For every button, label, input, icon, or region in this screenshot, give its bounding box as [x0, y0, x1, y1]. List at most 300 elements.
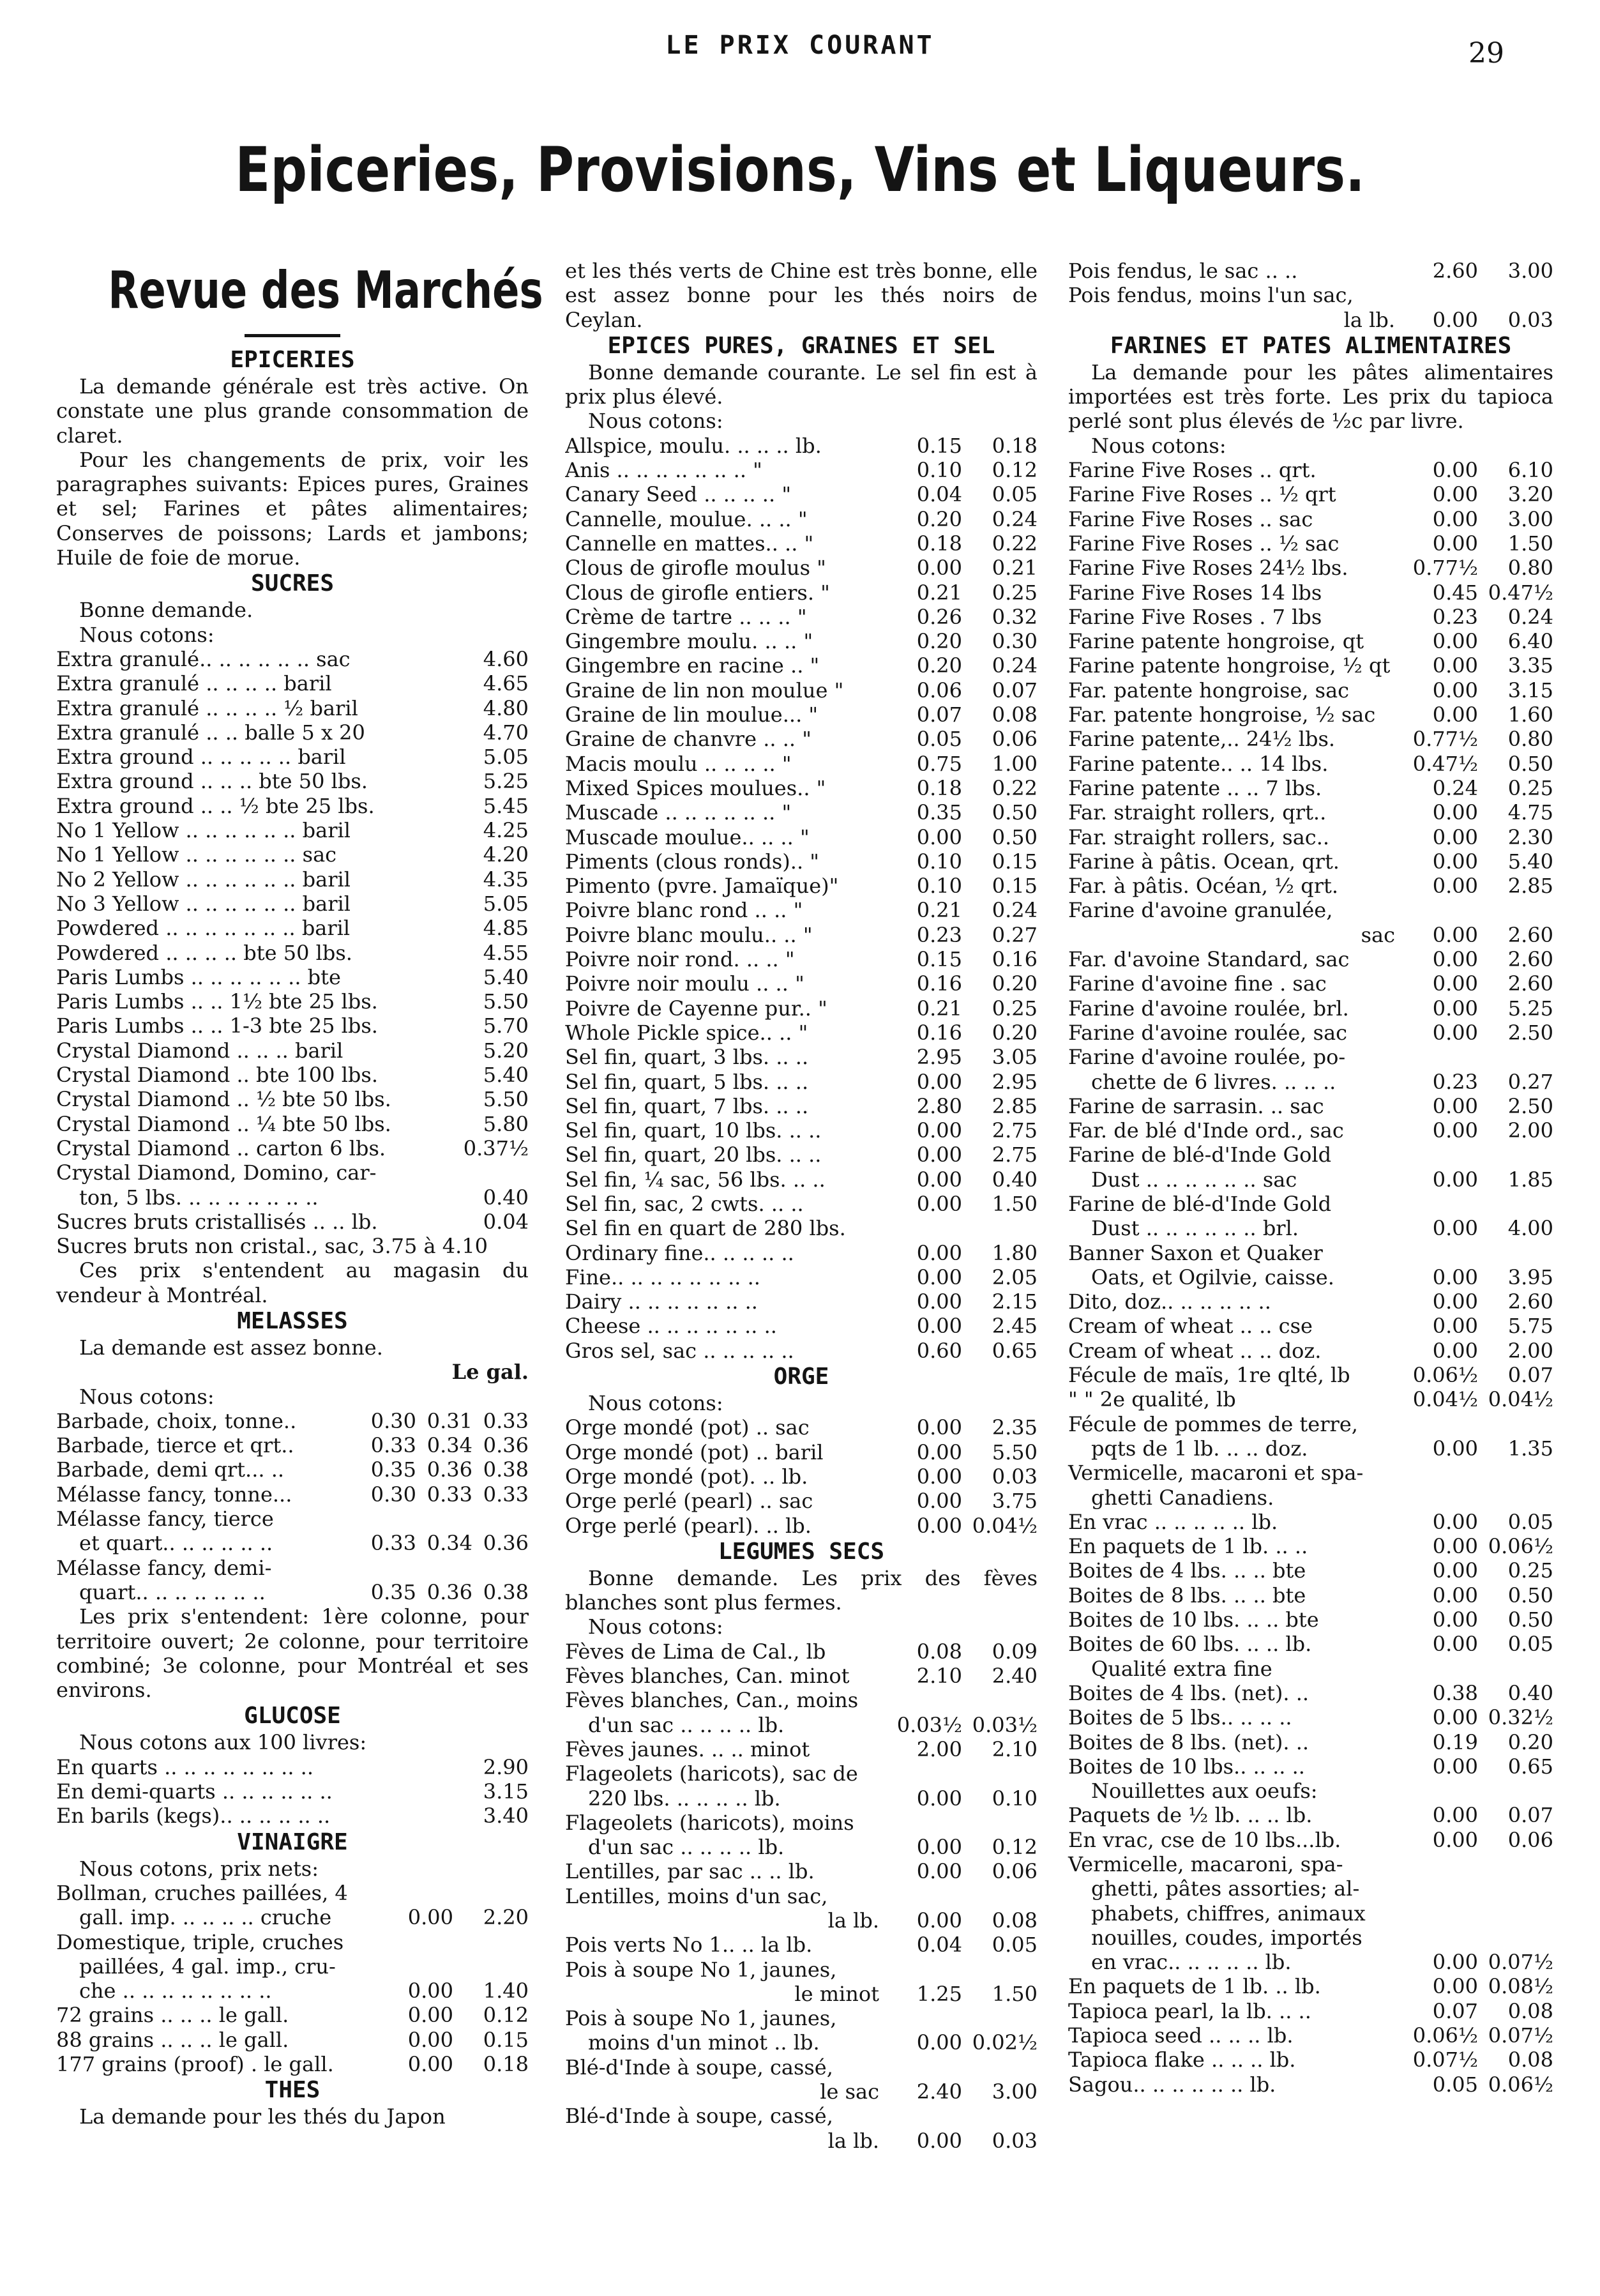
price-row: [56, 916, 529, 940]
price-row: [565, 752, 1038, 776]
price-row: [56, 720, 529, 745]
item-label: Canary Seed .. .. .. .. ": [565, 482, 792, 507]
price-row: [1068, 1094, 1553, 1118]
item-label: Mixed Spices moulues.. ": [565, 775, 826, 800]
price: 0.00: [1432, 1608, 1478, 1632]
price-row: [1068, 1705, 1553, 1730]
price: 0.00: [916, 1440, 962, 1464]
price: 0.20: [916, 653, 962, 678]
price-row: [56, 1185, 529, 1210]
price-row: [565, 1908, 1038, 1933]
price-row: [565, 2030, 1038, 2055]
price-row: [565, 1021, 1038, 1045]
item-label: Pois fendus, le sac .. ..: [1068, 259, 1298, 283]
price: 0.00: [1432, 1754, 1478, 1779]
price: 0.47½: [1488, 580, 1553, 605]
column-3: [1068, 259, 1553, 2097]
item-label: Pois verts No 1.. .. la lb.: [565, 1933, 813, 1958]
price: 0.10: [916, 849, 962, 874]
price: 0.08: [1507, 2048, 1553, 2072]
price-row: [56, 671, 529, 696]
price-row: [565, 849, 1038, 874]
price: 0.24: [1432, 775, 1478, 800]
item-label: Mélasse fancy, demi-: [56, 1555, 272, 1580]
price: 0.47½: [1412, 751, 1478, 776]
price: 0.18: [916, 531, 962, 556]
price-row: [1068, 1510, 1553, 1534]
price-row: [565, 1639, 1038, 1664]
item-label: Dust .. .. .. .. .. .. sac: [1091, 1167, 1297, 1192]
item-label: Clous de girofle entiers. ": [565, 580, 830, 605]
item-label: En demi-quarts .. .. .. .. .. ..: [56, 1779, 333, 1804]
item-label: Far. straight rollers, sac..: [1068, 825, 1330, 849]
price: 4.55: [483, 940, 529, 965]
item-label: Mélasse fancy, tierce: [56, 1507, 274, 1532]
price: 0.06½: [1412, 1363, 1478, 1388]
price-row: [565, 1786, 1038, 1811]
price: 0.03: [1507, 307, 1553, 332]
item-label: Extra granulé.. .. .. .. .. .. sac: [56, 646, 351, 671]
price: 0.07½: [1488, 1950, 1553, 1975]
price-row: [565, 556, 1038, 580]
price-row: [56, 1804, 529, 1828]
price: 0.24: [992, 898, 1038, 923]
price: 0.30: [370, 1482, 416, 1507]
price-list-vinaigre: [56, 2003, 529, 2076]
price-row: [1068, 1167, 1553, 1192]
heading-melasses: MELASSES: [237, 1307, 348, 1334]
price: 0.00: [1432, 1827, 1478, 1852]
price: 0.50: [992, 800, 1038, 825]
paragraph: Pour les changements de prix, voir les paragraphes suivants: Epices pures, Graines et sel; Farines et pâtes alimentaires; Conserves de poissons; Lards et jambons; Huile de foie de morue.: [56, 447, 529, 570]
price: 2.60: [1507, 971, 1553, 996]
item-label: Farine patente hongroise, ½ qt: [1068, 653, 1391, 678]
heading-epices: EPICES PURES, GRAINES ET SEL: [607, 332, 995, 359]
item-label: Flageolets (haricots), sac de: [565, 1761, 858, 1786]
price: 0.00: [1432, 531, 1478, 556]
price: 5.05: [483, 891, 529, 916]
price: 0.35: [916, 800, 962, 825]
price: 0.50: [1507, 1608, 1553, 1632]
paragraph: Nous cotons:: [588, 1391, 723, 1416]
price: 0.00: [1432, 1020, 1478, 1045]
price-row: [565, 971, 1038, 996]
price: 0.36: [483, 1531, 529, 1556]
price-row: [1068, 605, 1553, 629]
item-label: En paquets de 1 lb. .. lb.: [1068, 1974, 1321, 1999]
price-row: [565, 2129, 1038, 2153]
item-label: Boites de 4 lbs. .. .. bte: [1068, 1558, 1306, 1583]
heading-legumes: LEGUMES SECS: [718, 1538, 885, 1565]
price: 0.18: [992, 433, 1038, 458]
price: 0.00: [1432, 1974, 1478, 1999]
price: 2.35: [992, 1415, 1038, 1440]
item-label: Farine à pâtis. Ocean, qrt.: [1068, 849, 1340, 874]
price: 0.00: [1432, 800, 1478, 825]
item-label: le minot: [794, 1981, 879, 2006]
item-label: Dito, doz.. .. .. .. .. ..: [1068, 1289, 1271, 1314]
item-label: Farine d'avoine fine . sac: [1068, 971, 1327, 996]
price: 0.65: [992, 1338, 1038, 1363]
price: 0.04½: [972, 1513, 1038, 1538]
price: 5.40: [483, 964, 529, 989]
price: 0.00: [916, 825, 962, 849]
item-label: Farine patente,.. 24½ lbs.: [1068, 727, 1336, 752]
price: 0.15: [483, 2027, 529, 2052]
price-row: [1068, 1070, 1553, 1094]
price-row: [565, 996, 1038, 1021]
price: 5.45: [483, 793, 529, 818]
price-row: [1068, 1339, 1553, 1363]
item-label: Orge mondé (pot) .. baril: [565, 1440, 824, 1464]
item-label: Sel fin, quart, 7 lbs. .. ..: [565, 1093, 809, 1118]
price: 0.04: [916, 1933, 962, 1958]
price: 0.03½: [972, 1712, 1038, 1737]
heading-farines: FARINES ET PATES ALIMENTAIRES: [1110, 332, 1512, 359]
item-label: Extra ground .. .. ½ bte 25 lbs.: [56, 793, 375, 818]
paragraph: Bonne demande.: [79, 598, 253, 623]
item-label: sac: [1361, 922, 1395, 947]
price: 0.00: [916, 1240, 962, 1265]
price-row: [56, 965, 529, 989]
price-row: [565, 898, 1038, 922]
price: 1.25: [916, 1981, 962, 2006]
price: 0.34: [426, 1531, 472, 1556]
price: 0.05: [1432, 2072, 1478, 2097]
item-label: Far. à pâtis. Océan, ½ qrt.: [1068, 874, 1339, 899]
item-label: 72 grains .. .. .. le gall.: [56, 2003, 289, 2028]
item-label: Powdered .. .. .. .. bte 50 lbs.: [56, 940, 352, 965]
price-row: [565, 653, 1038, 678]
item-label: Fèves jaunes. .. .. minot: [565, 1737, 810, 1761]
price: 0.25: [992, 580, 1038, 605]
heading-thes: THES: [264, 2077, 321, 2104]
price: 0.06½: [1488, 2072, 1553, 2097]
price-list-glucose: [56, 1755, 529, 1828]
item-label: Sel fin, quart, 10 lbs. .. ..: [565, 1118, 822, 1143]
item-label: No 1 Yellow .. .. .. .. .. .. sac: [56, 842, 337, 867]
price: 0.12: [992, 458, 1038, 483]
price-row: [565, 1314, 1038, 1338]
price: 5.05: [483, 745, 529, 770]
item-label: Pimento (pvre. Jamaïque)": [565, 874, 839, 899]
price: 0.00: [1432, 629, 1478, 654]
price-row: [565, 1835, 1038, 1859]
price-row: [565, 1713, 1038, 1737]
price: 0.36: [426, 1457, 472, 1482]
item-label: Barbade, tierce et qrt..: [56, 1433, 294, 1458]
price: 0.00: [1432, 922, 1478, 947]
item-label: Oats, et Ogilvie, caisse.: [1091, 1265, 1334, 1289]
price: 0.00: [1432, 947, 1478, 972]
item-label: Gros sel, sac .. .. .. .. ..: [565, 1338, 794, 1363]
price: 0.00: [916, 1513, 962, 1538]
price: 0.15: [916, 433, 962, 458]
price: 4.35: [483, 867, 529, 892]
title-rule: [245, 334, 340, 337]
price: 2.50: [1507, 1093, 1553, 1118]
price: 0.00: [1432, 874, 1478, 899]
price: 0.00: [1432, 849, 1478, 874]
price: 0.00: [916, 1167, 962, 1192]
price: 0.05: [1507, 1632, 1553, 1657]
item-label: Extra ground .. .. .. bte 50 lbs.: [56, 769, 368, 794]
price: 0.12: [483, 2003, 529, 2028]
price-row: [565, 874, 1038, 898]
item-label: Boites de 10 lbs.. .. .. ..: [1068, 1754, 1305, 1779]
running-head: LE PRIX COURANT: [665, 31, 935, 60]
price-list-vermicelle: [1068, 1510, 1553, 1657]
price: 0.77½: [1412, 727, 1478, 752]
item-label: d'un sac .. .. .. .. lb.: [588, 1712, 785, 1737]
price-row: [565, 1339, 1038, 1363]
price-row: [565, 2079, 1038, 2104]
item-label: Dairy .. .. .. .. .. .. ..: [565, 1289, 758, 1314]
price-row: [565, 1241, 1038, 1265]
price-row: [56, 745, 529, 769]
price-row: [1068, 923, 1553, 947]
item-label: Domestique, triple, cruches: [56, 1929, 344, 1954]
item-label: Orge perlé (pearl). .. lb.: [565, 1513, 811, 1538]
price-row: [56, 1087, 529, 1111]
item-label: Lentilles, par sac .. .. lb.: [565, 1859, 815, 1884]
price: 0.80: [1507, 556, 1553, 581]
item-label: Blé-d'Inde à soupe, cassé,: [565, 2104, 833, 2129]
price: 1.60: [1507, 703, 1553, 727]
price-row: [1068, 1314, 1553, 1338]
price: 0.06: [916, 678, 962, 703]
item-label: ton, 5 lbs. .. .. .. .. .. .. ..: [79, 1185, 319, 1210]
price: 0.15: [992, 874, 1038, 899]
price: 4.85: [483, 916, 529, 941]
price: 2.50: [1507, 1020, 1553, 1045]
price-row: [565, 776, 1038, 800]
price: 0.04: [916, 482, 962, 507]
price: 0.04: [483, 1209, 529, 1234]
price-row: [56, 842, 529, 867]
price-row: [565, 1265, 1038, 1289]
paragraph: Nous cotons:: [588, 409, 723, 434]
price: 0.77½: [1412, 556, 1478, 581]
price: 0.00: [916, 1786, 962, 1811]
item-label: Sel fin, quart, 20 lbs. .. ..: [565, 1143, 822, 1167]
price: 0.06: [992, 727, 1038, 752]
paragraph: La demande générale est très active. On constate une plus grande consommation de claret.: [56, 374, 529, 448]
price: 0.00: [916, 1143, 962, 1167]
item-label: Farine d'avoine granulée,: [1068, 898, 1333, 923]
price: 0.00: [1432, 1338, 1478, 1363]
price: 0.00: [916, 1859, 962, 1884]
price-row: [565, 1118, 1038, 1143]
paragraph: Nous cotons:: [588, 1615, 723, 1639]
price-row: [1068, 653, 1553, 678]
price: 0.00: [1432, 1093, 1478, 1118]
price-row: [1068, 947, 1553, 971]
price: 1.50: [992, 1981, 1038, 2006]
price-row: [565, 1415, 1038, 1440]
price-list-pois: [1068, 259, 1553, 283]
price: 0.04½: [1488, 1387, 1553, 1412]
price-row: [56, 1531, 529, 1555]
price: 0.06: [1507, 1827, 1553, 1852]
heading-vinaigre: VINAIGRE: [237, 1828, 348, 1855]
item-label: Far. de blé d'Inde ord., sac: [1068, 1118, 1344, 1143]
price-row: [565, 507, 1038, 531]
heading-orge: ORGE: [773, 1364, 829, 1390]
price: 0.15: [992, 849, 1038, 874]
price: 3.15: [483, 1779, 529, 1804]
price: 0.38: [483, 1457, 529, 1482]
price: 5.50: [992, 1440, 1038, 1464]
price-row: [565, 1464, 1038, 1489]
item-label: che .. .. .. .. .. .. .. ..: [79, 1979, 272, 2003]
price-row: [565, 1514, 1038, 1538]
item-label: Farine patente.. .. 14 lbs.: [1068, 751, 1329, 776]
price: 1.50: [992, 1191, 1038, 1216]
price: 0.40: [483, 1185, 529, 1210]
price: 1.50: [1507, 531, 1553, 556]
price: 0.03: [992, 1464, 1038, 1489]
price: 0.24: [992, 653, 1038, 678]
price: 0.33: [483, 1408, 529, 1433]
price: 0.20: [916, 506, 962, 531]
price-row: [1068, 800, 1553, 825]
price: 0.08: [916, 1639, 962, 1664]
item-label: Paris Lumbs .. .. .. .. .. .. bte: [56, 964, 341, 989]
price: 0.60: [916, 1338, 962, 1363]
item-label: chette de 6 livres. .. .. ..: [1091, 1069, 1336, 1094]
item-label: Farine d'avoine roulée, sac: [1068, 1020, 1348, 1045]
price: 0.33: [426, 1482, 472, 1507]
price-row: [56, 1779, 529, 1804]
item-label: en vrac.. .. .. .. .. lb.: [1091, 1950, 1292, 1975]
price-row: [1068, 1828, 1553, 1852]
item-label: 88 grains .. .. .. le gall.: [56, 2027, 289, 2052]
price: 0.34: [426, 1433, 472, 1458]
price: 0.00: [916, 1464, 962, 1489]
item-label: Extra granulé .. .. .. .. baril: [56, 671, 332, 696]
item-label: Poivre de Cayenne pur.. ": [565, 996, 827, 1021]
item-label: Extra granulé .. .. balle 5 x 20: [56, 720, 365, 745]
price: 0.00: [916, 2128, 962, 2153]
item-label: Whole Pickle spice.. .. ": [565, 1020, 808, 1045]
price-row: [56, 1038, 529, 1063]
item-label: Farine Five Roses .. ½ sac: [1068, 531, 1340, 556]
price-row: [1068, 971, 1553, 996]
price: 0.21: [916, 996, 962, 1021]
item-label: Fécule de maïs, 1re qlté, lb: [1068, 1363, 1350, 1388]
price: 4.00: [1507, 1216, 1553, 1241]
price-row: [1068, 1216, 1553, 1240]
item-label: Poivre noir rond. .. .. ": [565, 947, 795, 972]
price: 4.25: [483, 818, 529, 843]
price: 0.38: [1432, 1680, 1478, 1705]
price: 2.80: [916, 1093, 962, 1118]
price: 0.24: [1507, 604, 1553, 629]
price: 4.60: [483, 646, 529, 671]
price-row: [565, 800, 1038, 825]
price: 0.03½: [896, 1712, 962, 1737]
price-row: [1068, 1021, 1553, 1045]
price: 0.00: [1432, 1950, 1478, 1975]
price-list-orge: [565, 1415, 1038, 1537]
price: 0.00: [407, 1905, 453, 1930]
price: 0.00: [1432, 1705, 1478, 1730]
price-row: [1068, 1436, 1553, 1461]
price: 0.33: [370, 1531, 416, 1556]
item-label: nouilles, coudes, importés: [1091, 1925, 1362, 1950]
price-row: [1068, 259, 1553, 283]
item-label: Fécule de pommes de terre,: [1068, 1411, 1358, 1436]
price: 0.16: [916, 971, 962, 996]
item-label: et quart.. .. .. .. .. ..: [79, 1531, 273, 1556]
price-list-legumes: [565, 1639, 1038, 1689]
item-label: Pois fendus, moins l'un sac,: [1068, 283, 1354, 308]
price: 0.27: [1507, 1069, 1553, 1094]
item-label: la lb.: [827, 2128, 879, 2153]
price-row: [1068, 727, 1553, 751]
item-label: Extra ground .. .. .. .. .. baril: [56, 745, 346, 770]
price: 0.00: [407, 2027, 453, 2052]
price-row: [1068, 1803, 1553, 1827]
price: 3.40: [483, 1804, 529, 1828]
price-row: [565, 1664, 1038, 1688]
paragraph: La demande est assez bonne.: [79, 1335, 383, 1360]
item-label: Boites de 10 lbs. .. .. bte: [1068, 1608, 1319, 1632]
price: 5.40: [483, 1063, 529, 1088]
price-row: [565, 1859, 1038, 1883]
item-label: Banner Saxon et Quaker: [1068, 1240, 1323, 1265]
paragraph: Nous cotons:: [1091, 433, 1226, 458]
price: 0.20: [1507, 1730, 1553, 1754]
item-label: Extra granulé .. .. .. .. ½ baril: [56, 696, 358, 720]
item-label: Mélasse fancy, tonne...: [56, 1482, 292, 1507]
item-label: Farine patente .. .. 7 lbs.: [1068, 775, 1322, 800]
price-row: [56, 941, 529, 965]
price: 0.80: [1507, 727, 1553, 752]
price: 0.00: [1432, 1534, 1478, 1559]
price: 0.18: [483, 2052, 529, 2076]
price-row: [1068, 1534, 1553, 1558]
paragraph: Bonne demande courante. Le sel fin est à prix plus élevé.: [565, 360, 1038, 409]
item-label: Macis moulu .. .. .. .. ": [565, 751, 792, 776]
price-row: [1068, 1974, 1553, 1998]
item-label: la lb.: [1343, 307, 1395, 332]
price: 5.25: [483, 769, 529, 794]
item-label: gall. imp. .. .. .. .. cruche: [79, 1905, 332, 1930]
price: 0.21: [992, 556, 1038, 581]
price-row: [56, 818, 529, 842]
price: 0.50: [1507, 1583, 1553, 1608]
price: 0.00: [1432, 1558, 1478, 1583]
item-label: " " 2e qualité, lb: [1068, 1387, 1236, 1412]
item-label: Poivre blanc rond .. .. ": [565, 898, 803, 923]
price: 0.33: [370, 1433, 416, 1458]
price: 0.38: [483, 1579, 529, 1604]
price: 2.95: [992, 1069, 1038, 1094]
item-label: Orge mondé (pot). .. lb.: [565, 1464, 808, 1489]
item-label: Pois à soupe No 1, jaunes,: [565, 2006, 837, 2031]
item-label: Sel fin en quart de 280 lbs.: [565, 1216, 846, 1241]
item-label: Farine Five Roses .. ½ qrt: [1068, 482, 1336, 507]
price: 0.00: [916, 2030, 962, 2055]
price: 0.08: [992, 1908, 1038, 1933]
paragraph: Nous cotons:: [79, 622, 215, 647]
price: 0.10: [992, 1786, 1038, 1811]
item-label: Vermicelle, macaroni et spa-: [1068, 1461, 1364, 1486]
price-row: [56, 1112, 529, 1136]
price-row: [1068, 1632, 1553, 1656]
